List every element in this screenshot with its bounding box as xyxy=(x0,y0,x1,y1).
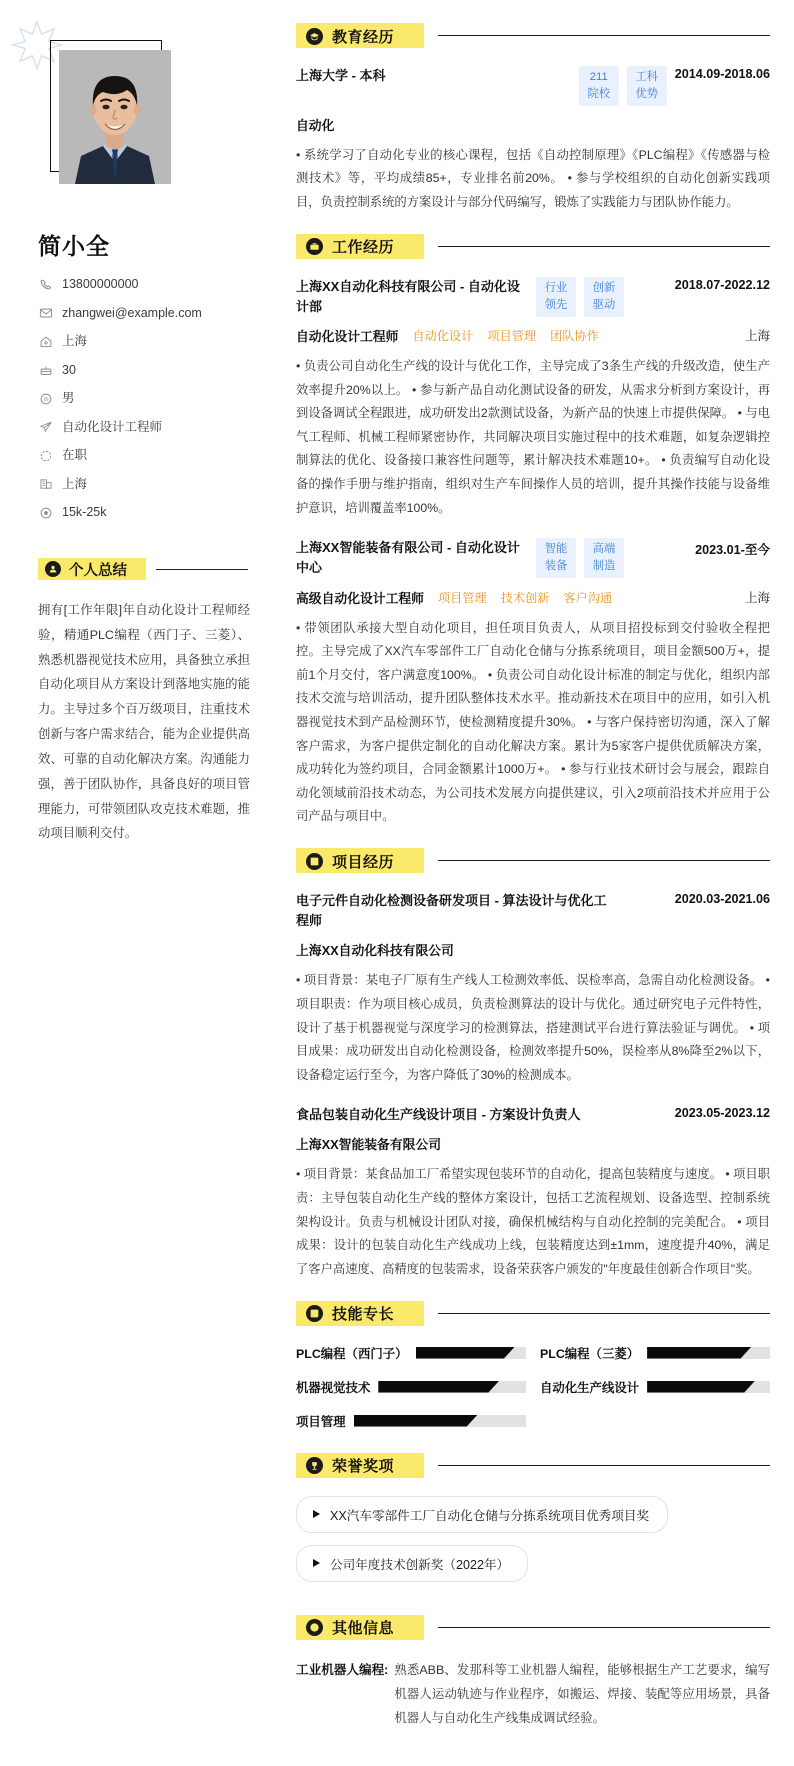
contact-value: 上海 xyxy=(62,476,88,491)
role-skill-tag: 自动化设计 xyxy=(412,328,474,343)
honor-text: 公司年度技术创新奖（2022年） xyxy=(330,1557,510,1572)
contact-item-job-status xyxy=(38,448,268,463)
section-header-skills xyxy=(296,1300,770,1328)
company-name: 上海XX智能装备有限公司 - 自动化设计中心 xyxy=(296,540,520,576)
section-title: 个人总结 xyxy=(69,562,127,579)
section-projects xyxy=(296,847,770,1282)
person-circle-icon xyxy=(45,561,61,577)
skill-item xyxy=(540,1378,770,1396)
project-organization: 上海XX智能装备有限公司 xyxy=(296,1137,442,1153)
section-rule xyxy=(438,860,770,861)
skill-bar-fill xyxy=(378,1381,499,1393)
role-skill-tag: 团队协作 xyxy=(550,328,599,343)
tag: 高端制造 xyxy=(584,538,624,578)
phone-icon xyxy=(38,277,53,292)
section-education xyxy=(296,22,770,215)
work-date: 2018.07-2022.12 xyxy=(674,277,770,292)
project-description: • 项目背景：某食品加工厂希望实现包装环节的自动化，提高包装精度与速度。 • 项目职责：主导包装自动化生产线的整体方案设计，包括工艺流程规划、设备选型、控制系统架构设计。负责与机械设计团队对接，确保机械结构与自动化控制的完美配合。 • 项目成果：设计的包装自动化生产线成功上线，包装精度达到±1mm，速度提升40%，满足了客户高速度、高精度的包装需求，设备荣获客户颁发的"年度最佳创新合作项目"奖。 xyxy=(296,1167,770,1276)
gender-icon xyxy=(38,391,53,406)
section-rule xyxy=(156,569,248,570)
skill-label: 自动化生产线设计 xyxy=(540,1380,640,1395)
cake-icon xyxy=(38,363,53,378)
skill-bar xyxy=(647,1347,770,1359)
tag: 创新驱动 xyxy=(584,277,624,317)
entry-header xyxy=(296,1105,770,1125)
contact-value: 在职 xyxy=(62,448,88,462)
section-other-info xyxy=(296,1614,770,1731)
project-date: 2023.05-2023.12 xyxy=(674,1106,770,1121)
graduation-cap-icon xyxy=(306,28,323,45)
contact-value: 自动化设计工程师 xyxy=(62,419,163,434)
home-icon xyxy=(38,334,53,349)
entry-header xyxy=(296,538,770,578)
project-organization: 上海XX自动化科技有限公司 xyxy=(296,943,454,959)
bar-chart-icon xyxy=(306,1305,323,1322)
contact-item-email xyxy=(38,306,268,321)
education-entry xyxy=(296,66,770,215)
project-description: • 项目背景：某电子厂原有生产线人工检测效率低、误检率高，急需自动化检测设备。 • 项目职责：作为项目核心成员，负责检测算法的设计与优化。通过研究电子元件特性，设计了基于机器视觉与深度学习的检测算法，搭建测试平台进行算法验证与调优。 • 项目成果：成功研发出自动化检测设备，检测效率提升50%，误检率从8%降至2%以下，设备稳定运行至今，为客户降低了30%的检测成本。 xyxy=(296,973,770,1082)
education-date: 2014.09-2018.06 xyxy=(674,67,770,81)
role-skill-tag: 项目管理 xyxy=(487,328,537,343)
work-entry xyxy=(296,538,770,829)
honor-item xyxy=(296,1496,668,1533)
section-title: 教育经历 xyxy=(332,28,395,46)
tag: 行业领先 xyxy=(536,277,576,317)
section-header-education xyxy=(296,22,770,50)
contact-value: 15k-25k xyxy=(62,505,107,519)
contact-value: 上海 xyxy=(62,334,88,348)
work-description: • 负责公司自动化生产线的设计与优化工作，主导完成了3条生产线的升级改造，使生产效率提升20%以上。 • 参与新产品自动化测试设备的研发，从需求分析到方案设计，再到设备调试全程跟进，成功研发出2款测试设备，为新产品的快速上市提供保障。 • 与电气工程师、机械工程师紧密协作，共同解决项目实施过程中的技术难题，如复杂逻辑控制算法的优化、设备接口兼容性问题等，累计解决技术难题10+。 • 负责编写自动化设备的操作手册与维护指南，组织对生产车间操作人员的培训，提升其操作技能与设备维护意识，培训覆盖率100%。 xyxy=(296,358,770,515)
work-location: 上海 xyxy=(744,329,770,344)
skill-label: 机器视觉技术 xyxy=(296,1380,371,1395)
project-icon xyxy=(306,853,323,870)
project-name: 电子元件自动化检测设备研发项目 - 算法设计与优化工程师 xyxy=(296,893,607,929)
role-row xyxy=(296,588,770,607)
section-header-summary xyxy=(38,556,248,582)
project-date: 2020.03-2021.06 xyxy=(674,892,770,907)
contact-value: zhangwei@example.com xyxy=(62,305,202,320)
salary-icon xyxy=(38,505,53,520)
skill-label: PLC编程（三菱） xyxy=(540,1346,640,1361)
role-row xyxy=(296,326,770,345)
section-title: 工作经历 xyxy=(332,239,395,257)
skill-label: 项目管理 xyxy=(296,1414,346,1429)
school-name: 上海大学 - 本科 xyxy=(296,68,386,83)
company-tags xyxy=(536,538,624,578)
section-rule xyxy=(438,35,770,36)
candidate-name: 简小全 xyxy=(38,233,110,259)
skill-item xyxy=(540,1344,770,1362)
entry-header xyxy=(296,66,770,106)
work-date: 2023.01-至今 xyxy=(695,543,770,558)
contact-item-gender xyxy=(38,391,268,406)
contact-value: 13800000000 xyxy=(62,277,139,291)
section-skills xyxy=(296,1300,770,1430)
contact-item-hometown xyxy=(38,334,268,349)
section-title: 技能专长 xyxy=(332,1306,395,1324)
tag: 211院校 xyxy=(579,66,619,106)
skill-bar-fill xyxy=(647,1381,755,1393)
contact-value: 30 xyxy=(62,362,76,377)
triangle-bullet-icon xyxy=(313,1559,320,1567)
skill-bar xyxy=(354,1415,526,1427)
paperplane-icon xyxy=(38,420,53,435)
section-rule xyxy=(438,1627,770,1628)
work-description: • 带领团队承接大型自动化项目，担任项目负责人，从项目招投标到交付验收全程把控。主导完成了XX汽车零部件工厂自动化仓储与分拣系统项目，项目金额500万+，提前1个月交付，客户满意度100%。 • 负责公司自动化设计标准的制定与优化，组织内部技术交流与培训活动，提升团队整体技术水平。推动新技术在项目中的应用，如引入机器视觉技术到产品检测环节，使检测精度提升30%。 • 与客户保持密切沟通，深入了解客户需求，为客户提供定制化的自动化解决方案。累计为5家客户提供优质解决方案，成功转化为签约项目，合同金额累计1000万+。 • 参与行业技术研讨会与展会，跟踪自动化领域前沿技术动态，为公司技术发展方向提供建议，引入2项前沿技术并应用于公司产品与项目中。 xyxy=(296,620,770,824)
role-skill-tag: 技术创新 xyxy=(500,590,550,605)
tag: 工科优势 xyxy=(627,66,667,106)
other-info-label: 工业机器人编程: xyxy=(296,1662,389,1677)
avatar xyxy=(59,50,171,184)
skill-bar xyxy=(647,1381,770,1393)
contact-item-age xyxy=(38,363,268,378)
city-icon xyxy=(38,477,53,492)
main-content xyxy=(290,0,794,1766)
section-honors xyxy=(296,1452,770,1594)
skill-item xyxy=(296,1344,526,1362)
skill-bar-fill xyxy=(354,1415,478,1427)
other-info-item xyxy=(296,1658,770,1731)
summary-text: 拥有[工作年限]年自动化设计工程师经验，精通PLC编程（西门子、三菱）、熟悉机器视觉技术应用，具备独立承担自动化项目从方案设计到落地实施的能力。主导过多个百万级项目，注重技术创新与客户需求结合，能为企业提供高效、可靠的自动化解决方案。沟通能力强，善于团队协作，具备良好的项目管理能力，可带领团队攻克技术难题，推动项目顺利交付。 xyxy=(38,603,250,841)
school-tags xyxy=(579,66,667,106)
mail-icon xyxy=(38,306,53,321)
section-header-honors xyxy=(296,1452,770,1480)
contact-item-phone xyxy=(38,277,268,292)
section-header-other-info xyxy=(296,1614,770,1642)
tag: 智能装备 xyxy=(536,538,576,578)
skill-item xyxy=(296,1412,526,1430)
section-title: 项目经历 xyxy=(332,853,395,871)
triangle-bullet-icon xyxy=(313,1510,320,1518)
section-header-projects xyxy=(296,847,770,875)
other-info-value: 熟悉ABB、发那科等工业机器人编程，能够根据生产工艺要求，编写机器人运动轨迹与作业程序，如搬运、焊接、装配等应用场景，具备机器人与自动化生产线集成调试经验。 xyxy=(394,1662,770,1725)
education-description: • 系统学习了自动化专业的核心课程，包括《自动控制原理》《PLC编程》《传感器与检测技术》等，平均成绩85+，专业排名前20%。 • 参与学校组织的自动化创新实践项目，负责控制系统的方案设计与部分代码编写，锻炼了实践能力与团队协作能力。 xyxy=(296,147,770,210)
skill-bar-fill xyxy=(647,1347,751,1359)
role-title: 高级自动化设计工程师 xyxy=(296,590,424,606)
role-skill-tag: 客户沟通 xyxy=(563,590,613,605)
contact-item-work-city xyxy=(38,477,268,492)
contact-item-salary xyxy=(38,505,268,520)
contact-list xyxy=(38,277,268,520)
honor-item xyxy=(296,1545,528,1582)
status-icon xyxy=(38,448,53,463)
role-skill-tag: 项目管理 xyxy=(437,590,487,605)
skill-bar-fill xyxy=(416,1347,515,1359)
photo-block xyxy=(40,36,240,208)
company-tags xyxy=(536,277,624,317)
skill-label: PLC编程（西门子） xyxy=(296,1346,408,1361)
role-title: 自动化设计工程师 xyxy=(296,328,399,344)
honor-list xyxy=(296,1496,770,1594)
project-entry xyxy=(296,1105,770,1281)
skill-grid xyxy=(296,1344,770,1430)
section-rule xyxy=(438,246,770,247)
section-work xyxy=(296,233,770,829)
major-name: 自动化 xyxy=(296,117,335,133)
skill-bar xyxy=(378,1381,526,1393)
info-icon xyxy=(306,1619,323,1636)
section-title: 荣誉奖项 xyxy=(332,1458,395,1476)
sidebar xyxy=(0,0,290,846)
company-name: 上海XX自动化科技有限公司 - 自动化设计部 xyxy=(296,278,520,314)
work-entry xyxy=(296,277,770,521)
entry-header xyxy=(296,891,770,931)
section-rule xyxy=(438,1313,770,1314)
entry-header xyxy=(296,277,770,317)
skill-item xyxy=(296,1378,526,1396)
section-header-work xyxy=(296,233,770,261)
project-entry xyxy=(296,891,770,1087)
project-name: 食品包装自动化生产线设计项目 - 方案设计负责人 xyxy=(296,1107,581,1123)
section-title: 其他信息 xyxy=(332,1620,395,1638)
honor-text: XX汽车零部件工厂自动化仓储与分拣系统项目优秀项目奖 xyxy=(330,1508,650,1523)
contact-item-target-position xyxy=(38,420,268,435)
section-rule xyxy=(438,1465,770,1466)
trophy-icon xyxy=(306,1457,323,1474)
work-location: 上海 xyxy=(744,591,770,606)
skill-bar xyxy=(416,1347,526,1359)
contact-value: 男 xyxy=(62,391,75,405)
